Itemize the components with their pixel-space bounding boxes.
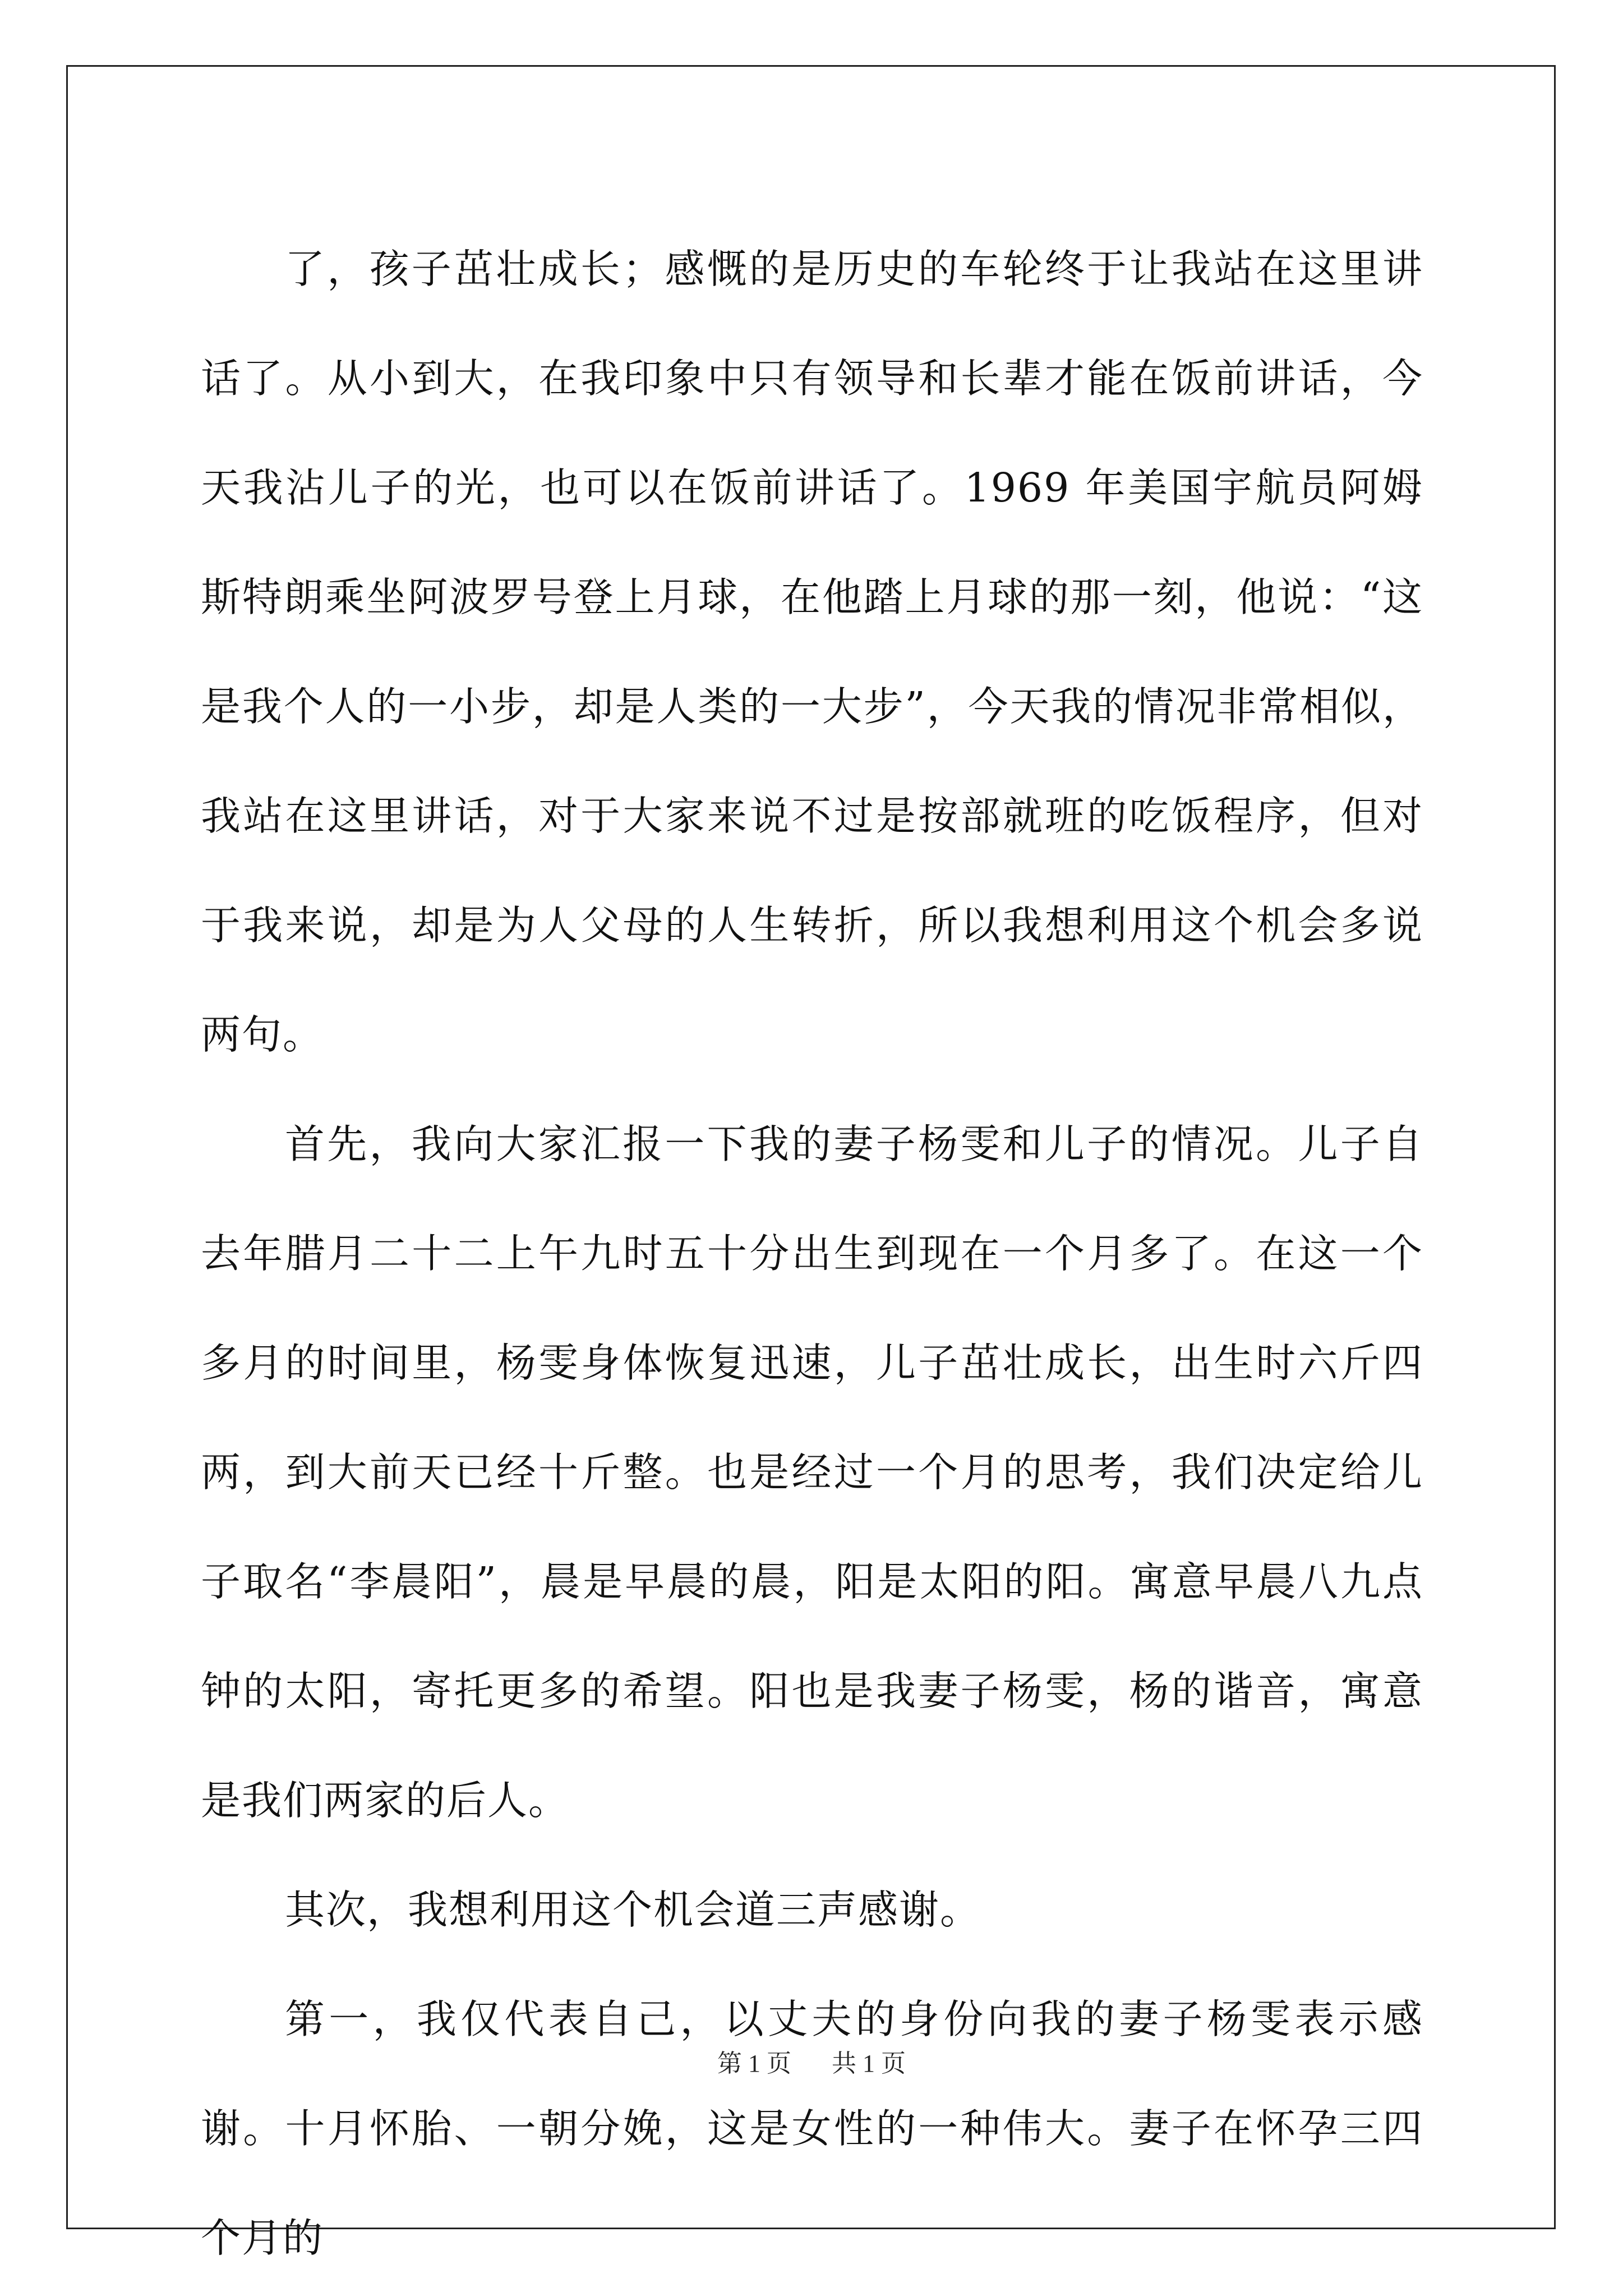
paragraph-2: 首先，我向大家汇报一下我的妻子杨雯和儿子的情况。儿子自去年腊月二十二上午九时五十分出生到现在一个月多了。在这一个多月的时间里，杨雯身体恢复迅速，儿子茁壮成长，出生时六斤四两，到大前天已经十斤整。也是经过一个月的思考，我们决定给儿子取名“李晨阳”，晨是早晨的晨，阳是太阳的阳。寓意早晨八九点钟的太阳，寄托更多的希望。阳也是我妻子杨雯，杨的谐音，寓意是我们两家的后人。 <box>201 1121 1423 1824</box>
paragraph-3: 其次，我想利用这个机会道三声感谢。 <box>285 1887 981 1933</box>
paragraph-4: 第一，我仅代表自己，以丈夫的身份向我的妻子杨雯表示感谢。十月怀胎、一朝分娩，这是女性的一种伟大。妻子在怀孕三四个月的 <box>201 1996 1423 2261</box>
page-number-total: 共 1 页 <box>832 2050 906 2077</box>
document-body <box>201 214 1423 2293</box>
paragraph-1: 了，孩子茁壮成长；感慨的是历史的车轮终于让我站在这里讲话了。从小到大，在我印象中只有领导和长辈才能在饭前讲话，今天我沾儿子的光，也可以在饭前讲话了。1969 年美国宇航员阿姆斯特朗乘坐阿波罗号登上月球，在他踏上月球的那一刻，他说：“这是我个人的一小步，却是人类的一大步”，今天我的情况非常相似，我站在这里讲话，对于大家来说不过是按部就班的吃饭程序，但对于我来说，却是为人父母的人生转折，所以我想利用这个机会多说两句。 <box>201 246 1423 1058</box>
page-number-current: 第 1 页 <box>717 2050 791 2077</box>
page-footer <box>0 2043 1623 2079</box>
